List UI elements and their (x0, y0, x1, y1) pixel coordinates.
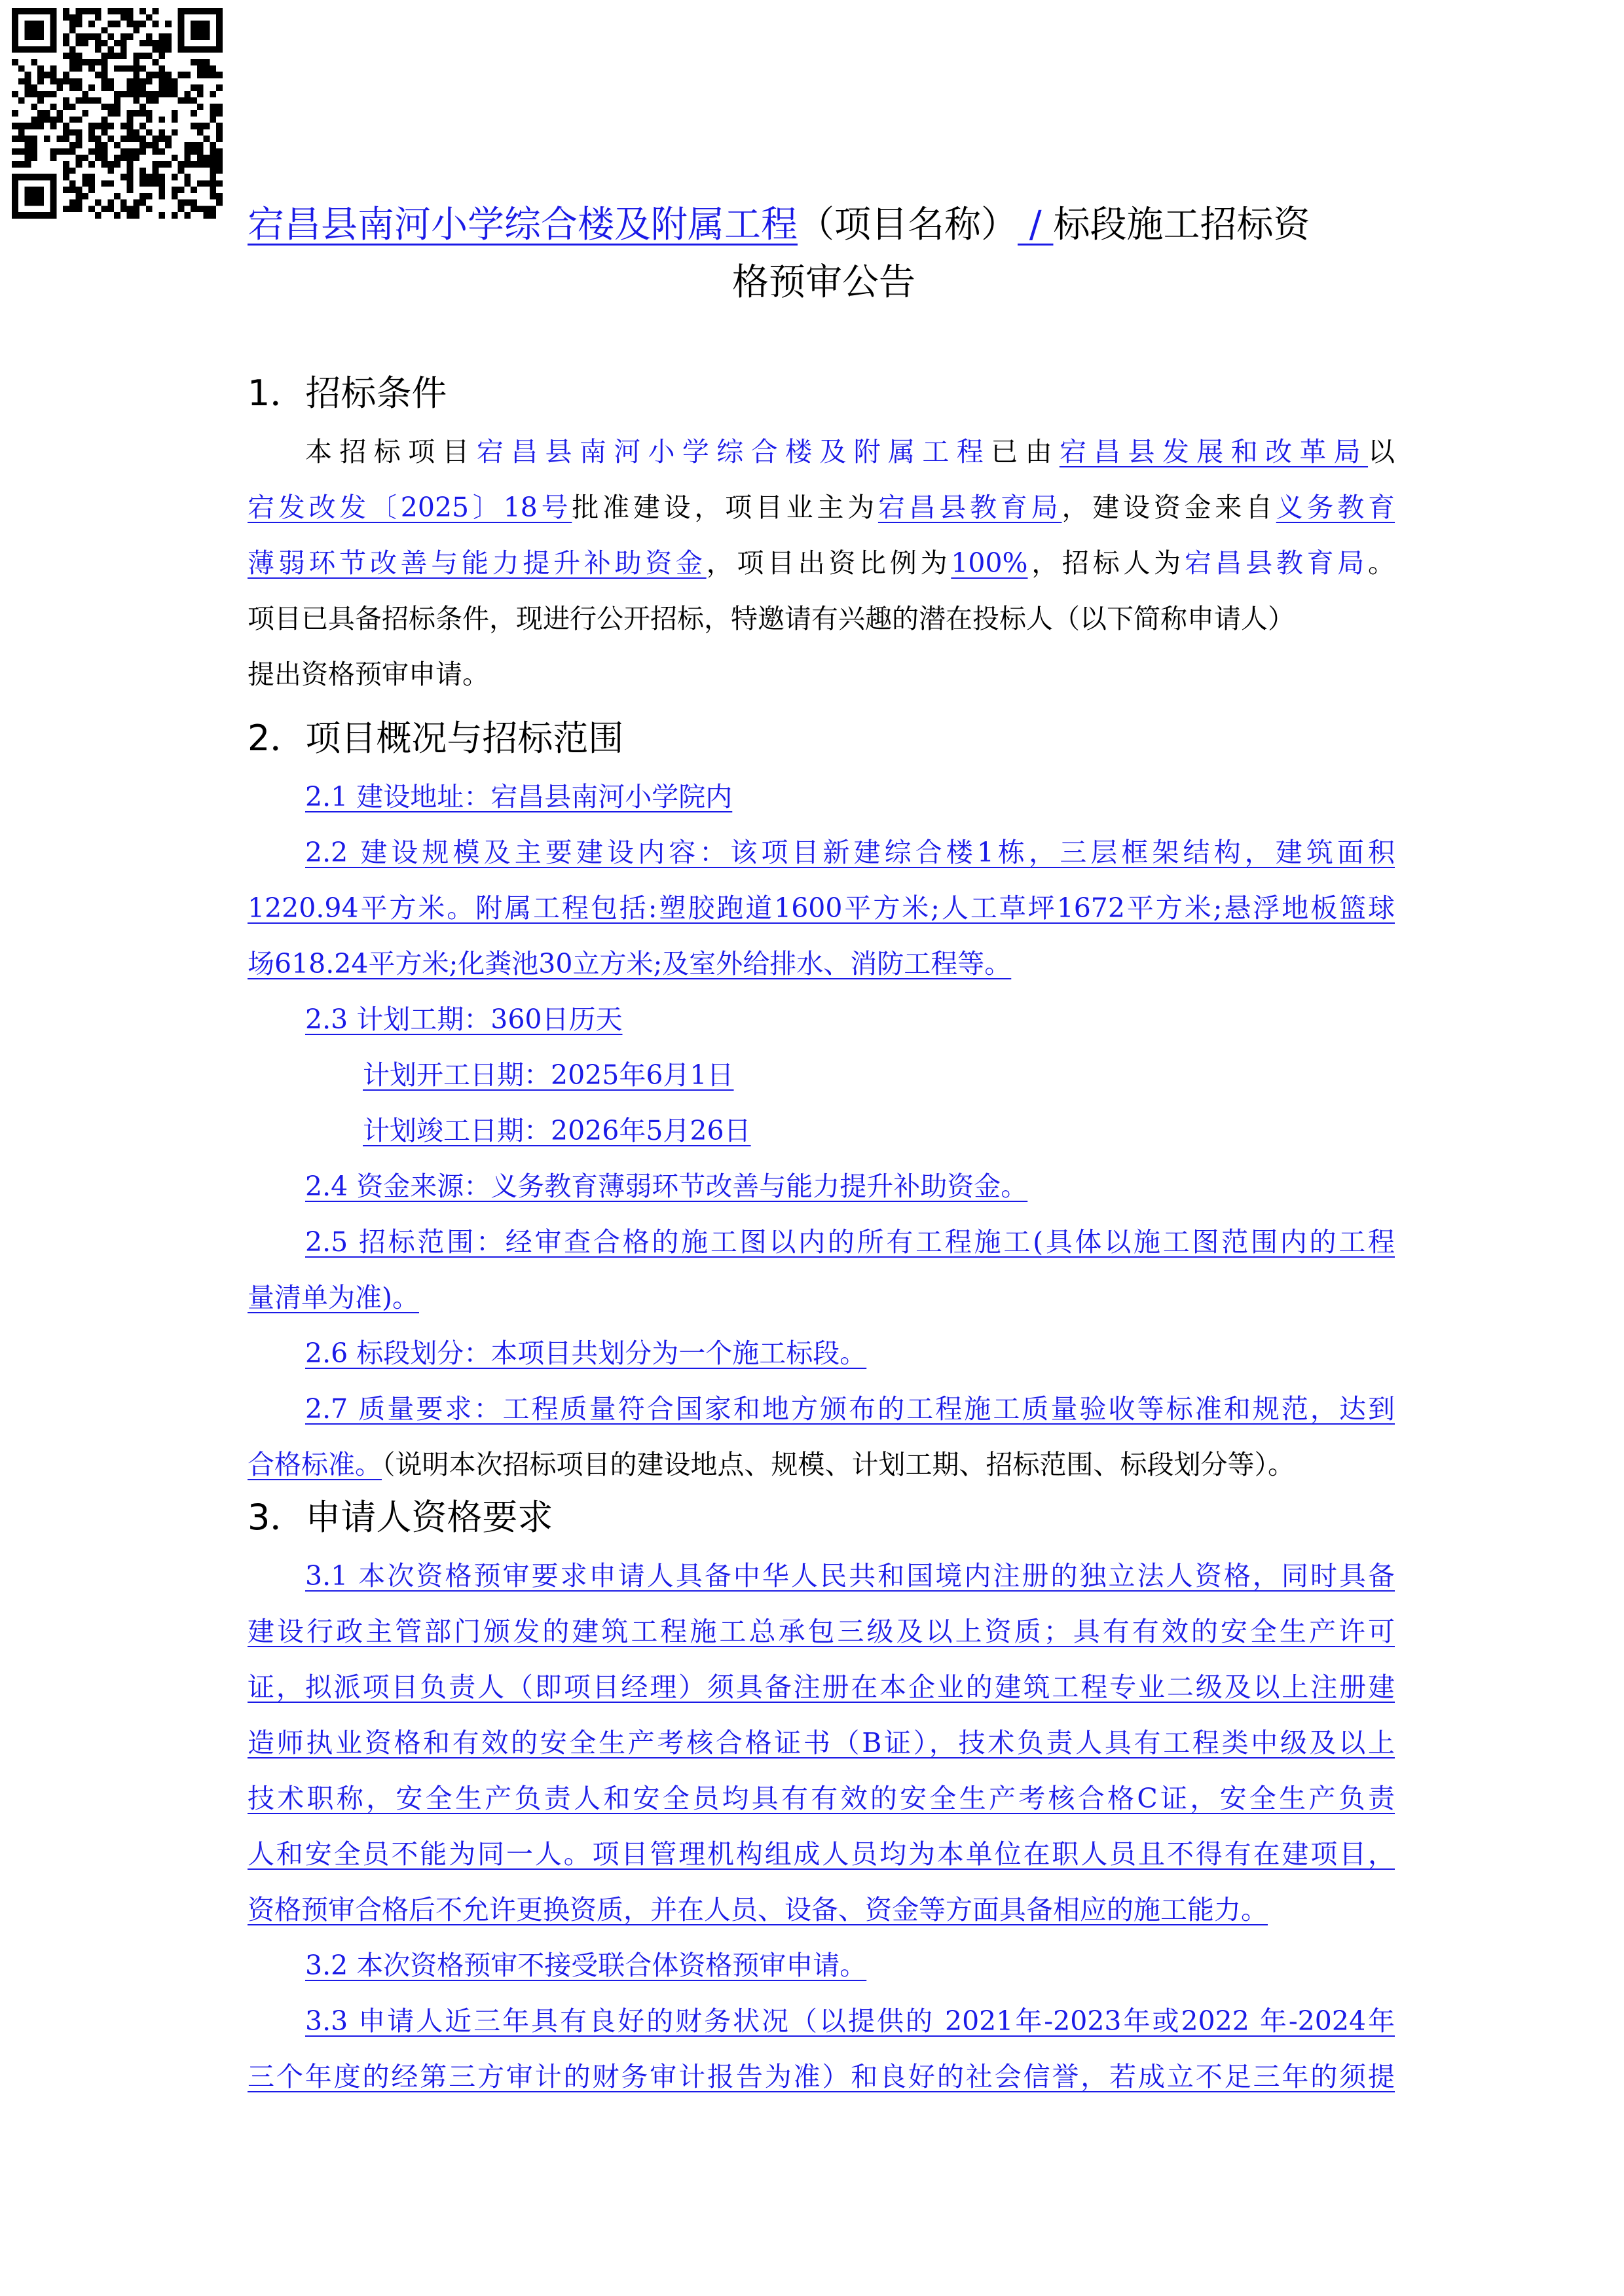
item-2-2-b[interactable]: 1220.94平方米。附属工程包括:塑胶跑道1600平方米;人工草坪1672平方米;悬浮地板篮球 (248, 892, 1395, 924)
section-1-body (248, 424, 1395, 702)
approval-authority-link[interactable]: 宕昌县发展和改革局 (1059, 436, 1369, 467)
section-1-heading: 1．招标条件 (248, 373, 447, 414)
item-2-2-c[interactable]: 场618.24平方米;化粪池30立方米;及室外给排水、消防工程等。 (248, 948, 1012, 979)
item-2-3-end[interactable]: 计划竣工日期：2026年5月26日 (363, 1115, 751, 1146)
s1-line-1: 本招标项目宕昌县南河小学综合楼及附属工程已由宕昌县发展和改革局以 (305, 436, 1395, 467)
fund-source-link-2[interactable]: 薄弱环节改善与能力提升补助资金 (248, 547, 707, 579)
fund-source-link[interactable]: 义务教育 (1276, 492, 1395, 523)
item-2-7-a[interactable]: 2.7 质量要求：工程质量符合国家和地方颁布的工程施工质量验收等标准和规范，达到 (305, 1393, 1395, 1425)
item-2-5-a[interactable]: 2.5 招标范围：经审查合格的施工图以内的所有工程施工(具体以施工图范围内的工程 (305, 1226, 1395, 1258)
title-project-name: 宕昌县南河小学综合楼及附属工程 (248, 204, 798, 246)
s1-line-4: 项目已具备招标条件，现进行公开招标，特邀请有兴趣的潜在投标人（以下简称申请人） (248, 603, 1295, 634)
title-section-blank: / (1018, 204, 1054, 246)
qr-code (12, 8, 223, 219)
item-2-5-b[interactable]: 量清单为准)。 (248, 1282, 419, 1313)
item-3-3-b[interactable]: 三个年度的经第三方审计的财务审计报告为准）和良好的社会信誉，若成立不足三年的须提 (248, 2061, 1395, 2092)
section-3-body (248, 1548, 1395, 2105)
item-3-1-b[interactable]: 建设行政主管部门颁发的建筑工程施工总承包三级及以上资质；具有有效的安全生产许可 (248, 1616, 1395, 1647)
s1-line-2: 宕发改发〔2025〕18号批准建设，项目业主为宕昌县教育局，建设资金来自义务教育 (248, 492, 1395, 523)
item-2-2-a[interactable]: 2.2 建设规模及主要建设内容：该项目新建综合楼1栋，三层框架结构，建筑面积 (305, 837, 1395, 868)
section-3-heading: 3．申请人资格要求 (248, 1497, 553, 1538)
s1-line-3: 薄弱环节改善与能力提升补助资金，项目出资比例为100%，招标人为宕昌县教育局。 (248, 547, 1395, 579)
ratio-link[interactable]: 100% (951, 547, 1028, 579)
item-3-1-g[interactable]: 资格预审合格后不允许更换资质，并在人员、设备、资金等方面具备相应的施工能力。 (248, 1894, 1268, 1925)
title-suffix: 标段施工招标资 (1053, 204, 1310, 246)
item-2-3[interactable]: 2.3 计划工期：360日历天 (305, 1004, 623, 1035)
notice-title (248, 196, 1400, 312)
item-3-1-c[interactable]: 证，拟派项目负责人（即项目经理）须具备注册在本企业的建筑工程专业二级及以上注册建 (248, 1671, 1395, 1703)
item-3-1-e[interactable]: 技术职称，安全生产负责人和安全员均具有有效的安全生产考核合格C证，安全生产负责 (248, 1783, 1395, 1814)
item-3-1-d[interactable]: 造师执业资格和有效的安全生产考核合格证书（B证），技术负责人具有工程类中级及以上 (248, 1727, 1395, 1758)
title-line2: 格预审公告 (732, 261, 915, 304)
approval-doc-link[interactable]: 宕发改发〔2025〕18号 (248, 492, 572, 523)
item-3-1-a[interactable]: 3.1 本次资格预审要求申请人具备中华人民共和国境内注册的独立法人资格，同时具备 (305, 1560, 1395, 1592)
section-2-heading: 2．项目概况与招标范围 (248, 718, 624, 759)
s1-line-5: 提出资格预审申请。 (248, 659, 489, 690)
item-3-3-a[interactable]: 3.3 申请人近三年具有良好的财务状况（以提供的 2021年-2023年或2022 年-2024年 (305, 2005, 1395, 2037)
item-2-3-start[interactable]: 计划开工日期：2025年6月1日 (363, 1059, 734, 1091)
item-2-6[interactable]: 2.6 标段划分：本项目共划分为一个施工标段。 (305, 1338, 867, 1369)
section-2-body (248, 769, 1395, 1493)
item-3-2[interactable]: 3.2 本次资格预审不接受联合体资格预审申请。 (305, 1950, 867, 1981)
owner-link[interactable]: 宕昌县教育局 (877, 492, 1062, 523)
item-2-7-note: （说明本次招标项目的建设地点、规模、计划工期、招标范围、标段划分等）。 (382, 1449, 1295, 1480)
item-2-7-b[interactable]: 合格标准。 (248, 1449, 382, 1480)
item-3-1-f[interactable]: 人和安全员不能为同一人。项目管理机构组成人员均为本单位在职人员且不得有在建项目， (248, 1838, 1395, 1870)
item-2-4[interactable]: 2.4 资金来源：义务教育薄弱环节改善与能力提升补助资金。 (305, 1171, 1028, 1202)
title-project-hint: （项目名称） (798, 204, 1018, 246)
item-2-1[interactable]: 2.1 建设地址：宕昌县南河小学院内 (305, 781, 733, 812)
